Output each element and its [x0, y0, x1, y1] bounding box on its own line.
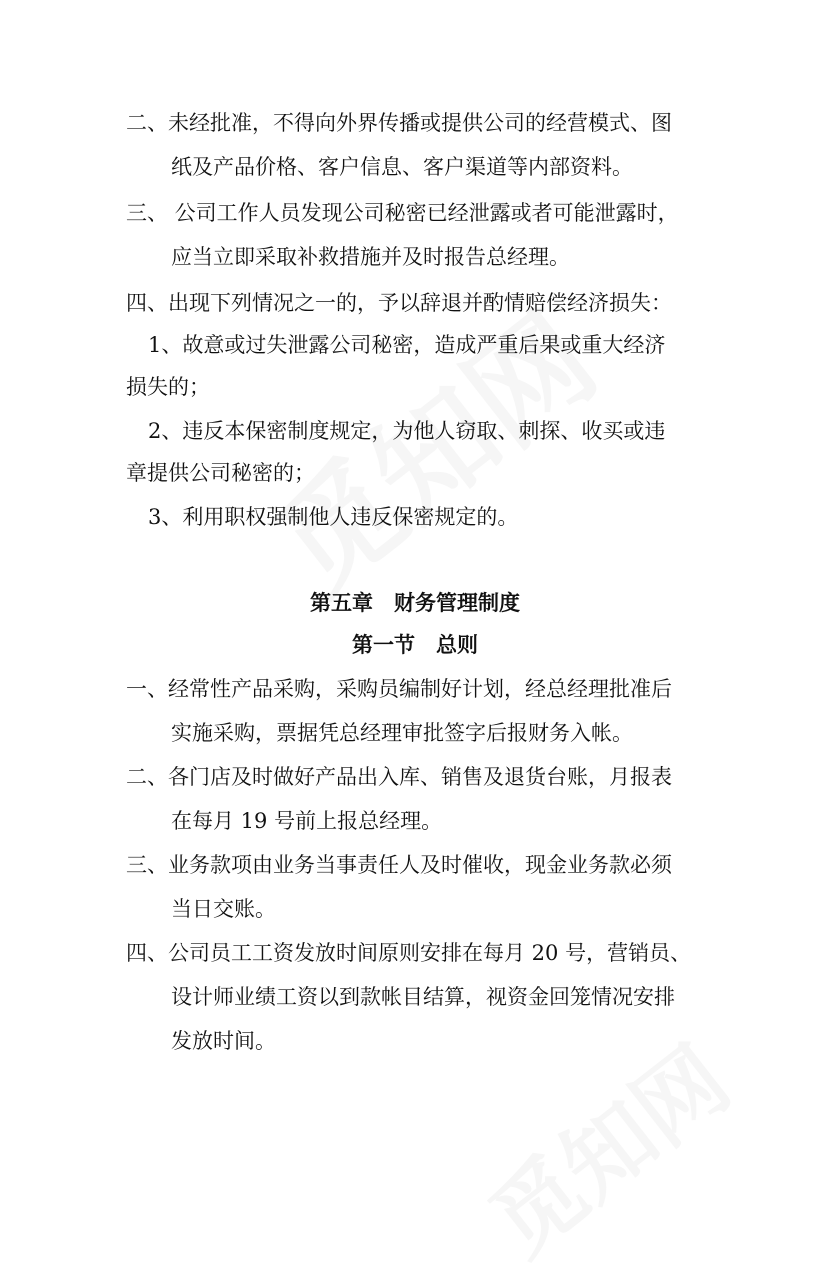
- confidentiality-item-3-line-1: 三、 公司工作人员发现公司秘密已经泄露或者可能泄露时，: [126, 201, 679, 225]
- confidentiality-item-3-line-2: 应当立即采取补救措施并及时报告总经理。: [171, 245, 570, 269]
- violation-2-line-1: 2、违反本保密制度规定，为他人窃取、刺探、收买或违: [148, 419, 666, 443]
- chapter-title: 第五章 财务管理制度: [310, 591, 520, 615]
- finance-item-4-line-2: 设计师业绩工资以到款帐目结算，视资金回笼情况安排: [171, 985, 675, 1009]
- finance-item-1-line-2: 实施采购，票据凭总经理审批签字后报财务入帐。: [171, 721, 633, 745]
- finance-item-3-line-2: 当日交账。: [171, 897, 276, 921]
- finance-item-3-line-1: 三、业务款项由业务当事责任人及时催收，现金业务款必须: [126, 853, 672, 877]
- finance-item-4-line-3: 发放时间。: [171, 1029, 276, 1053]
- finance-item-1-line-1: 一、经常性产品采购，采购员编制好计划，经总经理批准后: [126, 677, 672, 701]
- watermark: [235, 267, 625, 624]
- violation-2-line-2: 章提供公司秘密的；: [126, 461, 315, 485]
- finance-item-2-line-1: 二、各门店及时做好产品出入库、销售及退货台账，月报表: [126, 765, 672, 789]
- violation-1-line-1: 1、故意或过失泄露公司秘密，造成严重后果或重大经济: [148, 333, 666, 357]
- violation-1-line-2: 损失的；: [126, 375, 210, 399]
- confidentiality-item-2-line-1: 二、未经批准，不得向外界传播或提供公司的经营模式、图: [126, 111, 672, 135]
- section-title: 第一节 总则: [352, 633, 478, 657]
- violation-3: 3、利用职权强制他人违反保密规定的。: [148, 505, 519, 529]
- watermark-bottom: [459, 1011, 752, 1279]
- confidentiality-item-4: 四、出现下列情况之一的，予以辞退并酌情赔偿经济损失：: [126, 291, 672, 315]
- confidentiality-item-2-line-2: 纸及产品价格、客户信息、客户渠道等内部资料。: [171, 155, 633, 179]
- finance-item-2-line-2: 在每月 19 号前上报总经理。: [171, 809, 443, 833]
- finance-item-4-line-1: 四、公司员工工资发放时间原则安排在每月 20 号，营销员、: [126, 941, 692, 965]
